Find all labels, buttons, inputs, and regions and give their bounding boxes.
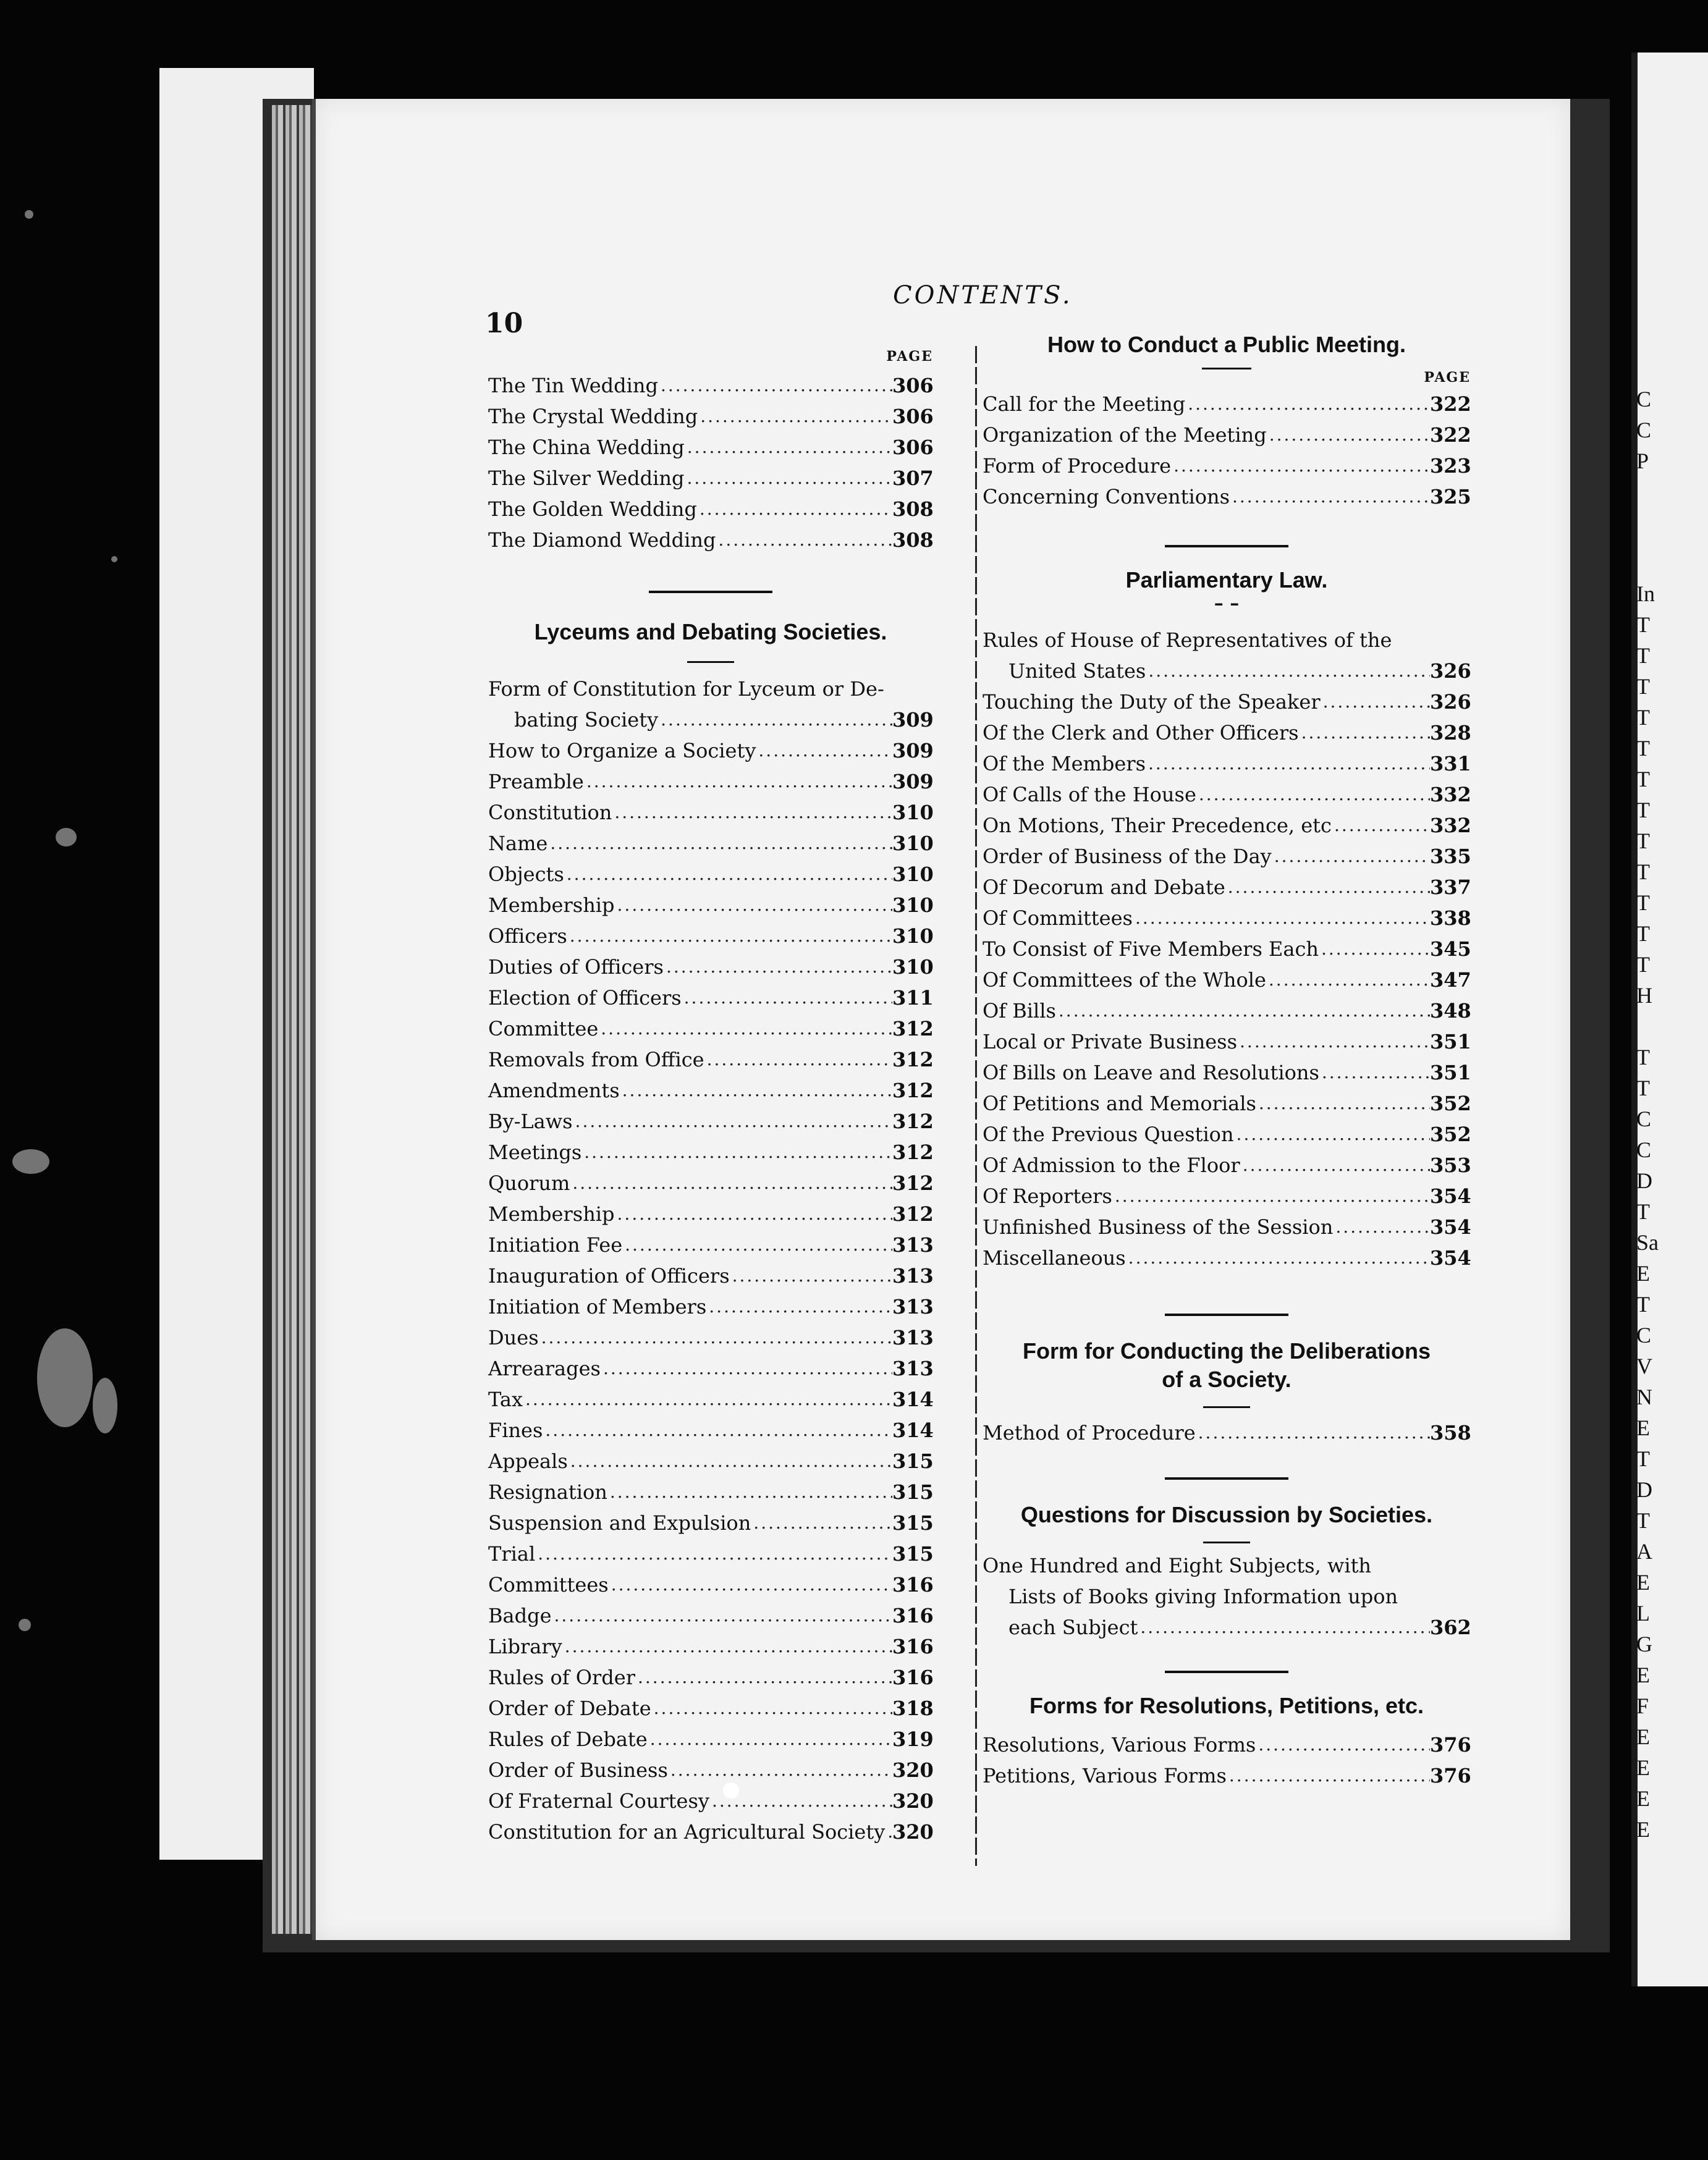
running-head: CONTENTS. <box>893 281 1073 310</box>
toc-title: Form of Constitution for Lyceum or De- <box>488 677 884 701</box>
toc-entry <box>983 900 1471 930</box>
toc-page: 320 <box>892 1789 934 1813</box>
toc-page: 316 <box>892 1666 934 1689</box>
toc-title: Concerning Conventions <box>983 485 1230 508</box>
toc-title: Of the Previous Question <box>983 1123 1234 1146</box>
facing-letter: L <box>1636 1601 1650 1626</box>
toc-entry <box>983 1116 1471 1147</box>
toc-page: 322 <box>1430 392 1471 416</box>
toc-entry <box>983 1209 1471 1239</box>
toc-entry-line <box>983 1547 1471 1578</box>
toc-entry <box>488 1350 933 1381</box>
toc-title: Election of Officers <box>488 986 682 1010</box>
toc-page: 315 <box>892 1542 934 1566</box>
section-title: Form for Conducting the Deliberations <box>1022 1338 1431 1364</box>
toc-entry <box>983 1147 1471 1178</box>
toc-entry <box>983 386 1471 416</box>
page-number: 10 <box>485 308 523 339</box>
toc-title: Objects <box>488 863 564 886</box>
toc-title: Arrearages <box>488 1357 601 1380</box>
toc-title: Touching the Duty of the Speaker <box>983 690 1321 714</box>
toc-page: 354 <box>1430 1184 1471 1208</box>
toc-page: 307 <box>892 466 934 490</box>
toc-page: 337 <box>1430 875 1471 899</box>
toc-page: 310 <box>892 924 934 948</box>
toc-entry <box>983 807 1471 838</box>
facing-letter: E <box>1636 1663 1650 1687</box>
section-title: of a Society. <box>1162 1367 1292 1392</box>
toc-title: Order of Business of the Day <box>983 845 1272 868</box>
toc-title: Preamble <box>488 770 584 793</box>
facing-letter: P <box>1636 449 1649 473</box>
facing-letter: In <box>1636 581 1655 606</box>
toc-title: On Motions, Their Precedence, etc <box>983 814 1332 837</box>
toc-title: The Crystal Wedding <box>488 405 698 428</box>
toc-page: 308 <box>892 497 934 521</box>
toc-entry <box>488 1782 933 1813</box>
scan-speck <box>56 828 77 846</box>
toc-title: Miscellaneous <box>983 1246 1126 1270</box>
toc-entry <box>983 1757 1471 1788</box>
toc-entry <box>983 1178 1471 1209</box>
toc-page: 376 <box>1430 1733 1471 1757</box>
toc-page: 312 <box>892 1079 934 1102</box>
toc-page: 313 <box>892 1264 934 1288</box>
facing-letter: T <box>1636 736 1650 761</box>
toc-title: Of Calls of the House <box>983 783 1196 806</box>
toc-page: 315 <box>892 1511 934 1535</box>
toc-title: Rules of Order <box>488 1666 635 1689</box>
toc-page: 312 <box>892 1202 934 1226</box>
toc-entry <box>983 992 1471 1023</box>
toc-page: 362 <box>1430 1616 1471 1639</box>
toc-entry <box>488 1566 933 1597</box>
facing-letter: C <box>1636 1107 1652 1131</box>
facing-letter: D <box>1636 1477 1652 1502</box>
toc-title: By-Laws <box>488 1110 573 1133</box>
toc-page: 352 <box>1430 1123 1471 1146</box>
toc-title: How to Organize a Society <box>488 739 756 762</box>
facing-letter: E <box>1636 1724 1650 1749</box>
toc-page: 347 <box>1430 968 1471 992</box>
toc-title: Trial <box>488 1542 536 1566</box>
toc-entry <box>488 1103 933 1134</box>
toc-title: One Hundred and Eight Subjects, with <box>983 1554 1372 1577</box>
facing-letter: C <box>1636 387 1652 411</box>
toc-entry <box>488 948 933 979</box>
facing-letter: T <box>1636 1076 1650 1100</box>
toc-entry <box>983 838 1471 869</box>
facing-letter: E <box>1636 1570 1650 1595</box>
toc-title: Resolutions, Various Forms <box>983 1733 1256 1757</box>
facing-letter: C <box>1636 1137 1652 1162</box>
toc-entry-line <box>488 670 933 701</box>
toc-page: 306 <box>892 436 934 459</box>
toc-entry <box>983 1085 1471 1116</box>
toc-entry-line <box>983 1578 1471 1609</box>
toc-page: 335 <box>1430 845 1471 868</box>
toc-entry <box>983 961 1471 992</box>
toc-page: 316 <box>892 1635 934 1658</box>
toc-entry <box>983 930 1471 961</box>
toc-entry <box>983 714 1471 745</box>
page-column-label: PAGE <box>886 348 933 365</box>
toc-title: Fines <box>488 1419 543 1442</box>
toc-page: 323 <box>1430 454 1471 478</box>
toc-page: 313 <box>892 1326 934 1349</box>
toc-entry <box>488 398 933 429</box>
toc-entry <box>488 1288 933 1319</box>
toc-title: Order of Business <box>488 1758 668 1782</box>
toc-page: 331 <box>1430 752 1471 775</box>
toc-entry <box>488 521 933 552</box>
toc-title: Of Decorum and Debate <box>983 875 1225 899</box>
scan-speck <box>12 1149 49 1174</box>
toc-entry <box>983 1726 1471 1757</box>
toc-title: Committees <box>488 1573 609 1597</box>
toc-title: Tax <box>488 1388 523 1411</box>
facing-letter: T <box>1636 767 1650 791</box>
toc-entry <box>488 1226 933 1257</box>
toc-entry <box>488 794 933 825</box>
section-title: Forms for Resolutions, Petitions, etc. <box>1029 1693 1424 1718</box>
toc-page: 322 <box>1430 423 1471 447</box>
section-dash: – – <box>1214 593 1240 614</box>
toc-page: 353 <box>1430 1154 1471 1177</box>
facing-letter: D <box>1636 1168 1652 1193</box>
toc-entry <box>983 1054 1471 1085</box>
toc-entry <box>488 825 933 856</box>
toc-entry <box>488 763 933 794</box>
toc-page: 312 <box>892 1171 934 1195</box>
toc-page: 310 <box>892 801 934 824</box>
toc-page: 310 <box>892 893 934 917</box>
toc-title: Method of Procedure <box>983 1421 1196 1445</box>
facing-letter: T <box>1636 1045 1650 1069</box>
toc-page: 314 <box>892 1419 934 1442</box>
toc-entry <box>488 1752 933 1782</box>
toc-title: Membership <box>488 893 615 917</box>
toc-title: Call for the Meeting <box>983 392 1186 416</box>
toc-entry <box>983 745 1471 776</box>
facing-letter: E <box>1636 1755 1650 1780</box>
page-edges <box>272 105 315 1934</box>
facing-letter: F <box>1636 1694 1649 1718</box>
toc-title: Lists of Books giving Information upon <box>1008 1585 1398 1608</box>
toc-title: bating Society <box>514 708 659 732</box>
facing-letter: Sa <box>1636 1230 1659 1255</box>
toc-page: 326 <box>1430 659 1471 683</box>
scan-speck <box>37 1328 93 1427</box>
toc-entry <box>488 732 933 763</box>
toc-title: Initiation Fee <box>488 1233 623 1257</box>
toc-title: Petitions, Various Forms <box>983 1764 1227 1787</box>
toc-entry <box>983 416 1471 447</box>
facing-letter: T <box>1636 859 1650 884</box>
toc-page: 358 <box>1430 1421 1471 1445</box>
toc-page: 345 <box>1430 937 1471 961</box>
facing-letter: E <box>1636 1817 1650 1842</box>
toc-page: 306 <box>892 405 934 428</box>
toc-entry <box>488 979 933 1010</box>
facing-letter: V <box>1636 1354 1652 1378</box>
facing-letter: E <box>1636 1415 1650 1440</box>
facing-letter: C <box>1636 1323 1652 1348</box>
toc-title: Local or Private Business <box>983 1030 1238 1053</box>
section-title: Parliamentary Law. <box>1125 567 1328 593</box>
toc-title: The Tin Wedding <box>488 374 658 397</box>
facing-letter: T <box>1636 643 1650 668</box>
toc-title: Initiation of Members <box>488 1295 707 1318</box>
toc-page: 312 <box>892 1110 934 1133</box>
toc-page: 313 <box>892 1233 934 1257</box>
facing-letter: N <box>1636 1385 1652 1409</box>
toc-entry <box>488 1690 933 1721</box>
toc-entry <box>983 1609 1471 1640</box>
facing-letter: T <box>1636 1292 1650 1317</box>
toc-entry <box>488 1381 933 1412</box>
toc-title: Constitution for an Agricultural Society <box>488 1820 886 1844</box>
toc-page: 354 <box>1430 1215 1471 1239</box>
toc-page: 312 <box>892 1017 934 1040</box>
toc-page: 352 <box>1430 1092 1471 1115</box>
toc-entry <box>983 447 1471 478</box>
toc-page: 320 <box>892 1820 934 1844</box>
toc-title: Form of Procedure <box>983 454 1172 478</box>
toc-title: Suspension and Expulsion <box>488 1511 751 1535</box>
toc-entry <box>488 1504 933 1535</box>
toc-title: Of Committees of the Whole <box>983 968 1266 992</box>
facing-page-letters <box>1636 0 1704 2160</box>
toc-page: 313 <box>892 1295 934 1318</box>
toc-title: The China Wedding <box>488 436 685 459</box>
toc-title: Removals from Office <box>488 1048 704 1071</box>
facing-letter: T <box>1636 1446 1650 1471</box>
toc-page: 332 <box>1430 814 1471 837</box>
toc-title: Appeals <box>488 1449 568 1473</box>
toc-entry <box>488 1721 933 1752</box>
facing-letter: A <box>1636 1539 1652 1564</box>
toc-entry <box>488 1257 933 1288</box>
toc-title: Officers <box>488 924 567 948</box>
facing-letter: T <box>1636 921 1650 946</box>
facing-letter: T <box>1636 1199 1650 1224</box>
toc-page: 314 <box>892 1388 934 1411</box>
toc-entry <box>488 1628 933 1659</box>
toc-entry <box>488 460 933 491</box>
toc-title: Badge <box>488 1604 552 1627</box>
toc-page: 315 <box>892 1449 934 1473</box>
toc-title: Rules of House of Representatives of the <box>983 628 1392 652</box>
toc-entry <box>983 683 1471 714</box>
toc-title: Duties of Officers <box>488 955 664 979</box>
toc-title: Order of Debate <box>488 1697 651 1720</box>
toc-title: Resignation <box>488 1480 607 1504</box>
toc-entry <box>983 1414 1471 1445</box>
toc-entry <box>983 652 1471 683</box>
section-title: Lyceums and Debating Societies. <box>534 619 887 644</box>
facing-letter: T <box>1636 890 1650 915</box>
toc-title: Of Bills <box>983 999 1056 1023</box>
toc-entry <box>983 776 1471 807</box>
facing-letter: G <box>1636 1632 1652 1656</box>
toc-entry <box>983 478 1471 509</box>
toc-page: 319 <box>892 1728 934 1751</box>
toc-page: 310 <box>892 863 934 886</box>
toc-page: 316 <box>892 1573 934 1597</box>
facing-letter: T <box>1636 952 1650 977</box>
toc-entry <box>488 491 933 521</box>
section-title: How to Conduct a Public Meeting. <box>1047 332 1406 357</box>
toc-entry <box>983 869 1471 900</box>
toc-entry <box>488 1535 933 1566</box>
toc-page: 351 <box>1430 1030 1471 1053</box>
facing-letter: T <box>1636 798 1650 822</box>
toc-entry <box>488 1597 933 1628</box>
facing-letter: H <box>1636 983 1652 1008</box>
toc-title: Unfinished Business of the Session <box>983 1215 1334 1239</box>
toc-page: 325 <box>1430 485 1471 508</box>
toc-entry <box>488 1010 933 1041</box>
toc-page: 348 <box>1430 999 1471 1023</box>
facing-letter: T <box>1636 674 1650 699</box>
toc-page: 310 <box>892 955 934 979</box>
toc-page: 351 <box>1430 1061 1471 1084</box>
scan-speck <box>25 210 33 219</box>
toc-title: Dues <box>488 1326 539 1349</box>
toc-title: Of Petitions and Memorials <box>983 1092 1256 1115</box>
toc-title: Of Reporters <box>983 1184 1112 1208</box>
column-divider <box>975 346 977 1866</box>
facing-letter: T <box>1636 705 1650 730</box>
toc-entry <box>488 918 933 948</box>
toc-title: To Consist of Five Members Each <box>983 937 1319 961</box>
toc-entry <box>983 1023 1471 1054</box>
toc-title: Of Admission to the Floor <box>983 1154 1240 1177</box>
toc-title: Of the Clerk and Other Officers <box>983 721 1299 745</box>
toc-page: 326 <box>1430 690 1471 714</box>
toc-title: United States <box>1008 659 1146 683</box>
scan-speck <box>19 1619 31 1631</box>
toc-title: Constitution <box>488 801 612 824</box>
section-title: Questions for Discussion by Societies. <box>1020 1502 1433 1527</box>
toc-page: 312 <box>892 1048 934 1071</box>
toc-title: Membership <box>488 1202 615 1226</box>
toc-page: 328 <box>1430 721 1471 745</box>
toc-title: Of Committees <box>983 906 1133 930</box>
toc-title: Of the Members <box>983 752 1146 775</box>
scan-speck <box>93 1378 117 1433</box>
toc-title: Name <box>488 832 548 855</box>
toc-page: 309 <box>892 770 934 793</box>
toc-title: The Silver Wedding <box>488 466 685 490</box>
toc-page: 338 <box>1430 906 1471 930</box>
facing-letter: T <box>1636 612 1650 637</box>
toc-page: 309 <box>892 739 934 762</box>
toc-page: 310 <box>892 832 934 855</box>
toc-page: 354 <box>1430 1246 1471 1270</box>
toc-entry <box>488 1196 933 1226</box>
toc-title: The Golden Wedding <box>488 497 697 521</box>
toc-entry <box>488 887 933 918</box>
toc-page: 315 <box>892 1480 934 1504</box>
toc-entry <box>488 1474 933 1504</box>
toc-page: 308 <box>892 528 934 552</box>
toc-page: 306 <box>892 374 934 397</box>
toc-title: Rules of Debate <box>488 1728 648 1751</box>
toc-page: 318 <box>892 1697 934 1720</box>
right-column <box>983 331 1471 1788</box>
toc-entry <box>488 429 933 460</box>
toc-page: 309 <box>892 708 934 732</box>
scan-speck <box>111 556 117 562</box>
toc-title: Organization of the Meeting <box>983 423 1267 447</box>
left-column <box>488 346 933 1844</box>
toc-entry <box>488 1041 933 1072</box>
facing-letter: E <box>1636 1786 1650 1811</box>
toc-title: The Diamond Wedding <box>488 528 716 552</box>
toc-page: 376 <box>1430 1764 1471 1787</box>
toc-page: 316 <box>892 1604 934 1627</box>
toc-title: Meetings <box>488 1141 582 1164</box>
toc-title: Of Bills on Leave and Resolutions <box>983 1061 1319 1084</box>
toc-entry <box>488 1443 933 1474</box>
facing-letter: C <box>1636 418 1652 442</box>
toc-entry <box>488 856 933 887</box>
toc-title: Amendments <box>488 1079 620 1102</box>
toc-entry <box>488 1165 933 1196</box>
toc-entry <box>983 1239 1471 1270</box>
toc-title: each Subject <box>1008 1616 1138 1639</box>
toc-page: 320 <box>892 1758 934 1782</box>
toc-page: 332 <box>1430 783 1471 806</box>
toc-title: Quorum <box>488 1171 570 1195</box>
page-column-label: PAGE <box>1424 369 1471 386</box>
toc-page: 312 <box>892 1141 934 1164</box>
toc-page: 311 <box>892 986 934 1010</box>
toc-entry <box>488 1659 933 1690</box>
facing-letter: E <box>1636 1261 1650 1286</box>
toc-entry <box>488 1813 933 1844</box>
toc-title: Library <box>488 1635 562 1658</box>
toc-entry <box>488 1134 933 1165</box>
toc-entry <box>488 1412 933 1443</box>
toc-page: 313 <box>892 1357 934 1380</box>
facing-letter: T <box>1636 829 1650 853</box>
toc-entry <box>488 367 933 398</box>
toc-entry <box>488 701 933 732</box>
toc-entry-line <box>983 622 1471 652</box>
toc-title: Of Fraternal Courtesy <box>488 1789 709 1813</box>
toc-title: Inauguration of Officers <box>488 1264 730 1288</box>
toc-entry <box>488 1072 933 1103</box>
toc-entry <box>488 1319 933 1350</box>
facing-letter: T <box>1636 1508 1650 1533</box>
toc-title: Committee <box>488 1017 599 1040</box>
